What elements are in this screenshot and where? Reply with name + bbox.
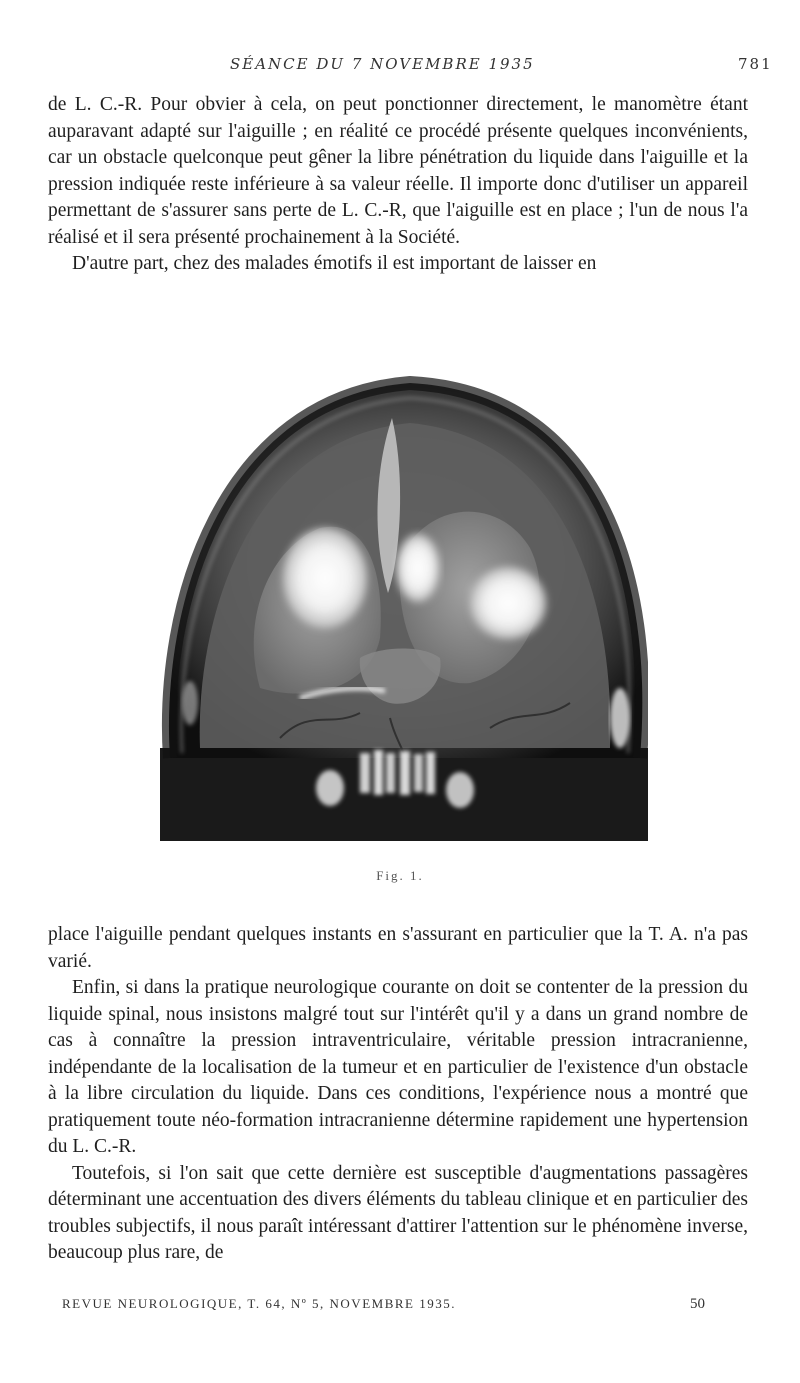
page-footer (0, 1296, 800, 1316)
sheet-number: 50 (690, 1296, 705, 1312)
body-text-top (48, 92, 748, 278)
journal-reference: REVUE NEUROLOGIQUE, T. 64, Nº 5, NOVEMBRE 1935. (62, 1296, 456, 1311)
body-text-bottom (48, 922, 748, 1267)
skull-radiograph-image (160, 358, 648, 841)
running-head (0, 55, 800, 77)
paragraph: place l'aiguille pendant quelques instants en s'assurant en particulier que la T. A. n'a pas varié. (48, 924, 748, 972)
paragraph: Toutefois, si l'on sait que cette dernière est susceptible d'augmentations passagères déterminant une accentuation des divers éléments du tableau clinique et en particulier des troubles subjectifs, il nous paraît intéressant d'attirer l'attention sur le phénomène inverse, beaucoup plus rare, de (48, 1162, 748, 1263)
running-title: SÉANCE DU 7 NOVEMBRE 1935 (230, 55, 535, 73)
paragraph: D'autre part, chez des malades émotifs il est important de laisser en (72, 253, 597, 274)
paragraph: Enfin, si dans la pratique neurologique courante on doit se contenter de la pression du liquide spinal, nous insistons malgré tout sur l'intérêt qu'il y a dans un grand nombre de cas à connaître la pression intraventriculaire, véritable pression intracranienne, indépendante de la localisation de la tumeur et en particulier de l'existence d'un obstacle à la libre circulation du liquide. Dans ces conditions, l'expérience nous a montré que pratiquement toute néo-formation intracranienne détermine rapidement une hypertension du L. C.-R. (48, 977, 748, 1157)
paragraph: de L. C.-R. Pour obvier à cela, on peut ponctionner directement, le manomètre étant auparavant adapté sur l'aiguille ; en réalité ce procédé présente quelques inconvénients, car un obstacle quelconque peut gêner la libre pénétration du liquide dans l'aiguille et la pression indiquée reste inférieure à sa valeur réelle. Il importe donc d'utiliser un appareil permettant de s'assurer sans perte de L. C.-R, que l'aiguille est en place ; l'un de nous l'a réalisé et il sera présenté prochainement à la Société. (48, 94, 748, 248)
radiograph-figure (160, 358, 648, 841)
page-number: 781 (738, 55, 773, 73)
figure-caption: Fig. 1. (376, 868, 424, 883)
